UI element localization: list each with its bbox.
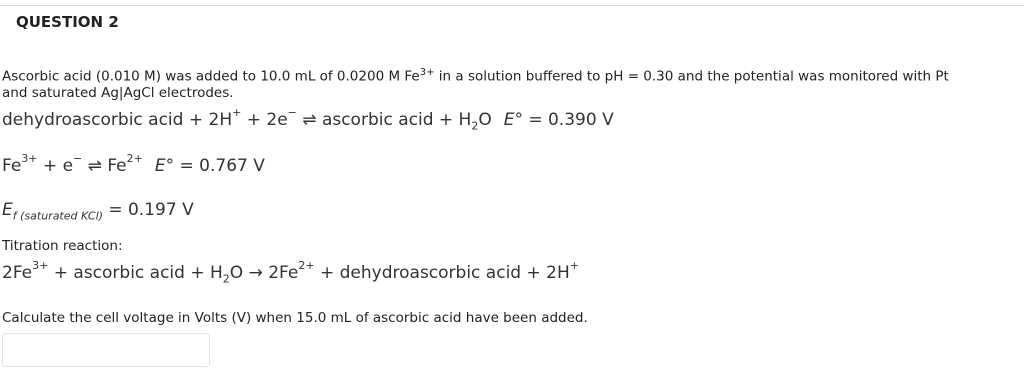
titration-tail: + dehydroascorbic acid + 2H bbox=[314, 263, 570, 283]
eq1-reactants: dehydroascorbic acid + 2H bbox=[2, 110, 233, 130]
question-intro-line2: and saturated Ag|AgCl electrodes. bbox=[2, 85, 234, 101]
eq1-e-charge: − bbox=[287, 106, 297, 120]
equation-titration-reaction bbox=[2, 259, 579, 286]
eq1-h-charge: + bbox=[232, 106, 242, 120]
eq3-symbol: E bbox=[2, 200, 13, 220]
titration-h-charge: + bbox=[569, 259, 579, 273]
question-prompt: Calculate the cell voltage in Volts (V) when 15.0 mL of ascorbic acid have been added. bbox=[2, 310, 588, 326]
titration-reactants: + ascorbic acid + H bbox=[48, 263, 223, 283]
eq1-water-subscript: 2 bbox=[471, 119, 479, 133]
equation-iron-half-reaction bbox=[2, 152, 265, 176]
eq2-e-charge: − bbox=[73, 152, 83, 166]
question-intro-line1 bbox=[2, 64, 949, 86]
intro-fe-charge: 3+ bbox=[419, 67, 435, 78]
titration-label: Titration reaction: bbox=[2, 238, 123, 254]
titration-fe: 2Fe bbox=[2, 263, 33, 283]
eq3-subscript: f (saturated KCl) bbox=[12, 209, 103, 223]
titration-fe-charge: 3+ bbox=[32, 259, 49, 273]
equation-ascorbic-half-reaction bbox=[2, 106, 614, 133]
top-divider bbox=[0, 5, 1024, 6]
titration-water-subscript: 2 bbox=[222, 272, 230, 286]
eq1-e0-symbol: E° bbox=[503, 110, 523, 130]
eq1-e0-value: = 0.390 V bbox=[528, 110, 614, 130]
eq2-equilibrium-arrow: ⇌ bbox=[82, 156, 108, 176]
intro-text-pre: Ascorbic acid (0.010 M) was added to 10.0 mL of 0.0200 M Fe bbox=[2, 68, 420, 85]
eq1-equilibrium-arrow: ⇌ bbox=[296, 110, 322, 130]
eq2-product: Fe bbox=[107, 156, 127, 176]
eq2-e0-symbol: E° bbox=[154, 156, 175, 176]
equation-reference-electrode bbox=[2, 200, 194, 223]
eq2-electron: + e bbox=[37, 156, 74, 176]
eq2-product-charge: 2+ bbox=[126, 152, 143, 166]
eq2-fe: Fe bbox=[2, 156, 22, 176]
answer-input[interactable] bbox=[2, 333, 210, 367]
eq2-e0-value: = 0.767 V bbox=[179, 156, 265, 176]
intro-text-post: in a solution buffered to pH = 0.30 and the potential was monitored with Pt bbox=[434, 68, 949, 85]
eq2-fe-charge: 3+ bbox=[21, 152, 38, 166]
eq1-water-o: O bbox=[478, 110, 492, 130]
question-title: QUESTION 2 bbox=[16, 13, 119, 31]
eq3-value: = 0.197 V bbox=[108, 200, 194, 220]
eq1-products: ascorbic acid + H bbox=[321, 110, 472, 130]
titration-arrow-products: O → 2Fe bbox=[229, 263, 299, 283]
eq1-electrons: + 2e bbox=[241, 110, 288, 130]
titration-fe2-charge: 2+ bbox=[298, 259, 315, 273]
